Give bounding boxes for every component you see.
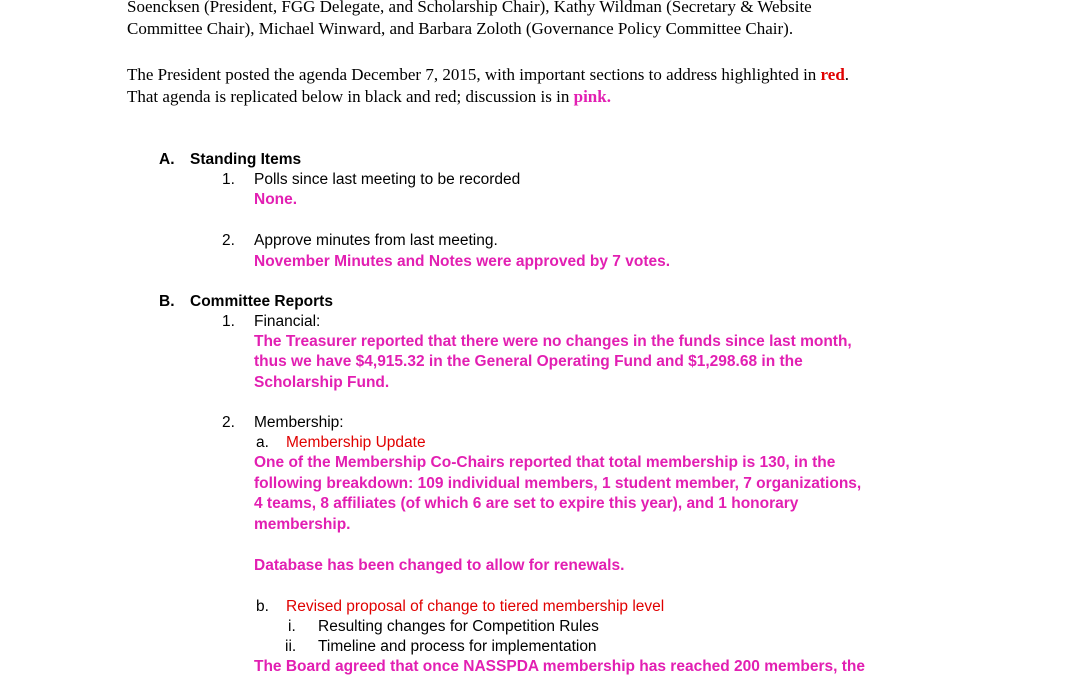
- financial-note-line-1: The Treasurer reported that there were no changes in the funds since last month,: [254, 333, 852, 350]
- agenda-text-2: That agenda is replicated below in black and red; discussion is in: [127, 87, 574, 106]
- item-b2-text: Membership:: [254, 414, 344, 431]
- item-a2-number: 2.: [222, 232, 235, 249]
- pink-keyword: pink.: [573, 87, 611, 106]
- section-a-letter: A.: [159, 151, 175, 168]
- subitem-b-letter: b.: [256, 598, 269, 615]
- section-a-title: Standing Items: [190, 151, 302, 168]
- item-a2-text: Approve minutes from last meeting.: [254, 232, 498, 249]
- item-a2-note: November Minutes and Notes were approved by 7 votes.: [254, 253, 671, 270]
- membership-note-line-2: following breakdown: 109 individual members, 1 student member, 7 organizations,: [254, 475, 862, 492]
- subitem-a-text: Membership Update: [286, 434, 426, 451]
- item-a1-text: Polls since last meeting to be recorded: [254, 171, 521, 188]
- red-keyword: red: [820, 65, 845, 84]
- agenda-period: .: [844, 65, 850, 84]
- item-b1-text: Financial:: [254, 313, 321, 330]
- subitem-a-letter: a.: [256, 434, 269, 451]
- item-b2-number: 2.: [222, 414, 235, 431]
- membership-note-line-1: One of the Membership Co-Chairs reported that total membership is 130, in the: [254, 454, 836, 471]
- item-a1-note: None.: [254, 191, 298, 208]
- section-b-title: Committee Reports: [190, 293, 333, 310]
- subitem-b-text: Revised proposal of change to tiered membership level: [286, 598, 665, 615]
- financial-note-line-3: Scholarship Fund.: [254, 374, 390, 391]
- membership-note-line-5: Database has been changed to allow for renewals.: [254, 557, 625, 574]
- subitem-b-i-text: Resulting changes for Competition Rules: [318, 618, 599, 635]
- agenda-paragraph-line-1: [127, 64, 849, 85]
- item-b1-number: 1.: [222, 313, 235, 330]
- item-a1-number: 1.: [222, 171, 235, 188]
- agenda-paragraph-line-2: [127, 86, 611, 107]
- financial-note-line-2: thus we have $4,915.32 in the General Operating Fund and $1,298.68 in the: [254, 353, 803, 370]
- intro-line-2: Committee Chair), Michael Winward, and Barbara Zoloth (Governance Policy Committee Chair).: [127, 19, 794, 38]
- subitem-b-ii-text: Timeline and process for implementation: [318, 638, 597, 655]
- intro-line-1: Soencksen (President, FGG Delegate, and Scholarship Chair), Kathy Wildman (Secretary & Website: [127, 0, 812, 16]
- subitem-b-ii-number: ii.: [285, 638, 297, 655]
- membership-note-line-3: 4 teams, 8 affiliates (of which 6 are set to expire this year), and 1 honorary: [254, 495, 799, 512]
- subitem-b-i-number: i.: [288, 618, 296, 635]
- membership-note-line-4: membership.: [254, 516, 351, 533]
- section-b-letter: B.: [159, 293, 175, 310]
- tiered-note-line-1: The Board agreed that once NASSPDA membership has reached 200 members, the: [254, 658, 866, 675]
- agenda-text: The President posted the agenda December 7, 2015, with important sections to address highlighted in: [127, 65, 821, 84]
